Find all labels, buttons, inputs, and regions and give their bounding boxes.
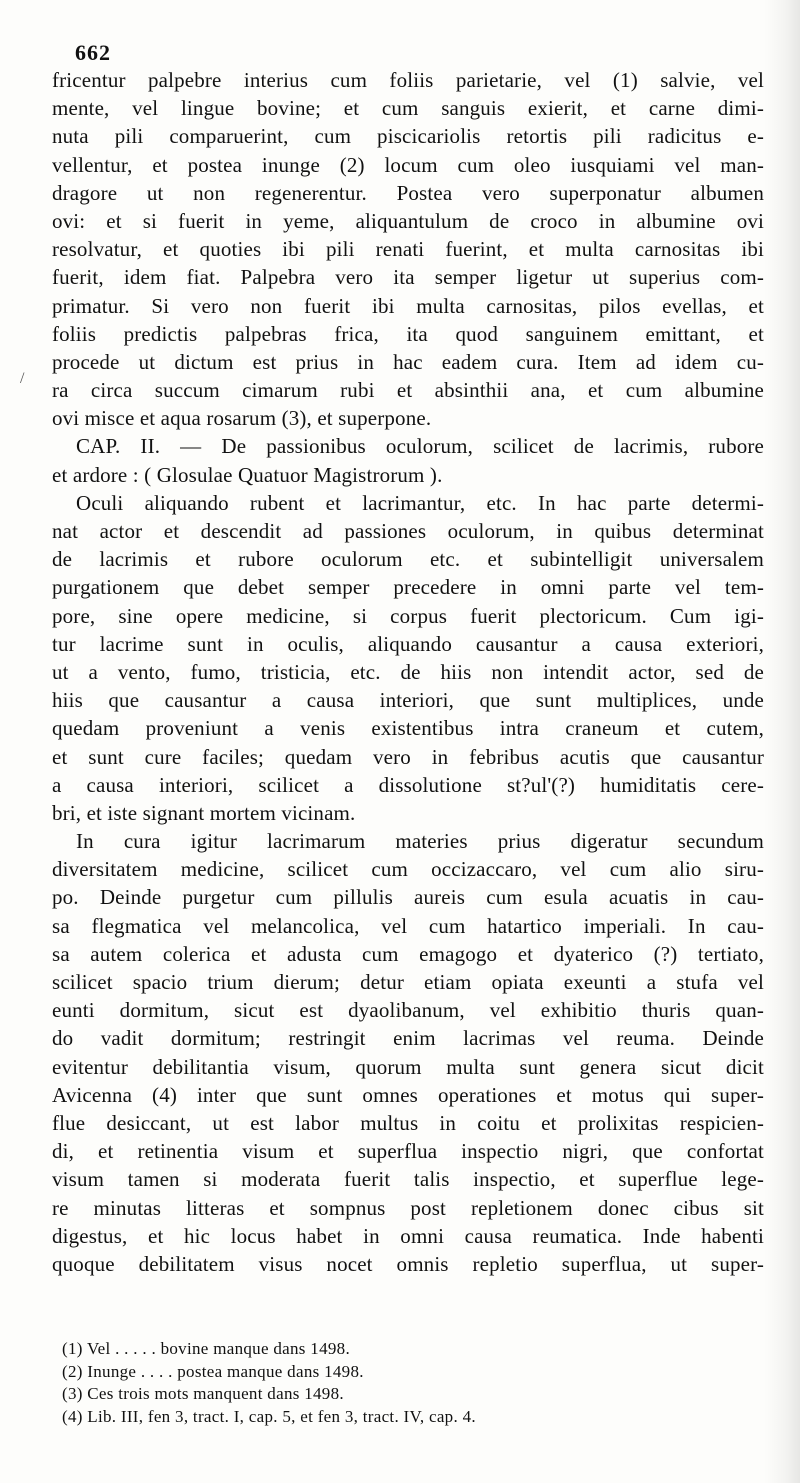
text-line: do vadit dormitum; restringit enim lacrimas vel reuma. Deinde [52,1026,764,1051]
footnote: (4) Lib. III, fen 3, tract. I, cap. 5, et fen 3, tract. IV, cap. 4. [62,1406,476,1426]
text-line: re minutas litteras et sompnus post repletionem donec cibus sit [52,1195,764,1220]
text-line: nat actor et descendit ad passiones oculorum, in quibus determinat [52,519,764,543]
text-line: In cura igitur lacrimarum materies prius digeratur secundum [76,829,764,854]
text-line: procede ut dictum est prius in hac eadem cura. Item ad idem cu- [52,349,764,374]
footnotes [62,1338,762,1428]
text-line: nuta pili comparuerint, cum piscicariolis retortis pili radicitus e- [52,124,764,149]
text-line: scilicet spacio trium dierum; detur etiam opiata exeunti a stufa vel [52,970,764,994]
text-line: diversitatem medicine, scilicet cum occizaccaro, vel cum alio siru- [52,857,764,882]
page-number: 662 [75,40,111,65]
text-line: primatur. Si vero non fuerit ibi multa carnositas, pilos evellas, et [52,293,764,318]
page-edge-shadow [764,0,800,1483]
footnote: (1) Vel . . . . . bovine manque dans 1498. [62,1339,351,1358]
chapter-heading-continuation: et ardore : ( Glosulae Quatuor Magistrorum ). [52,462,443,487]
text-line: ra circa succum cimarum rubi et absinthii ana, et cum albumine [52,378,764,403]
text-line: quedam proveniunt a venis existentibus intra craneum et cutem, [52,716,764,741]
body-text [52,66,764,1278]
margin-mark: / [20,370,25,387]
text-line: ut a vento, fumo, tristicia, etc. de hiis non intendit actor, sed de [52,659,764,684]
text-line: fricentur palpebre interius cum foliis parietarie, vel (1) salvie, vel [52,68,764,92]
footnote: (2) Inunge . . . . postea manque dans 1498. [62,1361,364,1381]
text-line: po. Deinde purgetur cum pillulis aureis cum esula acuatis in cau- [52,885,764,910]
text-line: flue desiccant, ut est labor multus in coitu et prolixitas respicien- [52,1110,764,1135]
text-line: dragore ut non regenerentur. Postea vero superponatur albumen [52,180,764,205]
text-line: purgationem que debet semper precedere in omni parte vel tem- [52,575,764,600]
text-line: vellentur, et postea inunge (2) locum cum oleo iusquiami vel man- [52,152,764,177]
text-line: de lacrimis et rubore oculorum etc. et subintelligit universalem [52,547,764,572]
text-line: foliis predictis palpebras frica, ita quod sanguinem emittant, et [52,321,764,346]
text-line: pore, sine opere medicine, si corpus fuerit plectoricum. Cum igi- [52,603,764,628]
text-line: mente, vel lingue bovine; et cum sanguis exierit, et carne dimi- [52,96,764,121]
footnote: (3) Ces trois mots manquent dans 1498. [62,1384,344,1403]
text-line: a causa interiori, scilicet a dissolutione st?ul'(?) humiditatis cere- [52,772,764,797]
text-line: visum tamen si moderata fuerit talis inspectio, et superflue lege- [52,1167,764,1192]
text-line: digestus, et hic locus habet in omni causa reumatica. Inde habenti [52,1223,764,1248]
text-line: evitentur debilitantia visum, quorum multa sunt genera sicut dicit [52,1054,764,1079]
text-line: sa autem colerica et adusta cum emagogo et dyaterico (?) tertiato, [52,941,764,966]
text-line: di, et retinentia visum et superflua inspectio nigri, que confortat [52,1139,764,1164]
text-line: bri, et iste signant mortem vicinam. [52,800,356,825]
text-line: Avicenna (4) inter que sunt omnes operationes et motus qui super- [52,1082,764,1107]
text-line: Oculi aliquando rubent et lacrimantur, etc. In hac parte determi- [76,490,764,515]
text-line: ovi misce et aqua rosarum (3), et superpone. [52,406,432,431]
text-line: eunti dormitum, sicut est dyaolibanum, vel exhibitio thuris quan- [52,998,764,1023]
text-line: fuerit, idem fiat. Palpebra vero ita semper ligetur ut superius com- [52,265,764,290]
text-line: hiis que causantur a causa interiori, que sunt multiplices, unde [52,688,764,713]
text-line: resolvatur, et quoties ibi pili renati fuerint, et multa carnositas ibi [52,237,764,262]
text-line: quoque debilitatem visus nocet omnis repletio superflua, ut super- [52,1251,764,1276]
text-line: tur lacrime sunt in oculis, aliquando causantur a causa exteriori, [52,631,764,656]
chapter-heading: CAP. II. — De passionibus oculorum, scilicet de lacrimis, rubore [76,434,764,459]
text-line: sa flegmatica vel melancolica, vel cum hatartico imperiali. In cau- [52,913,764,938]
text-line: ovi: et si fuerit in yeme, aliquantulum de croco in albumine ovi [52,208,764,233]
text-line: et sunt cure faciles; quedam vero in febribus acutis que causantur [52,744,764,769]
